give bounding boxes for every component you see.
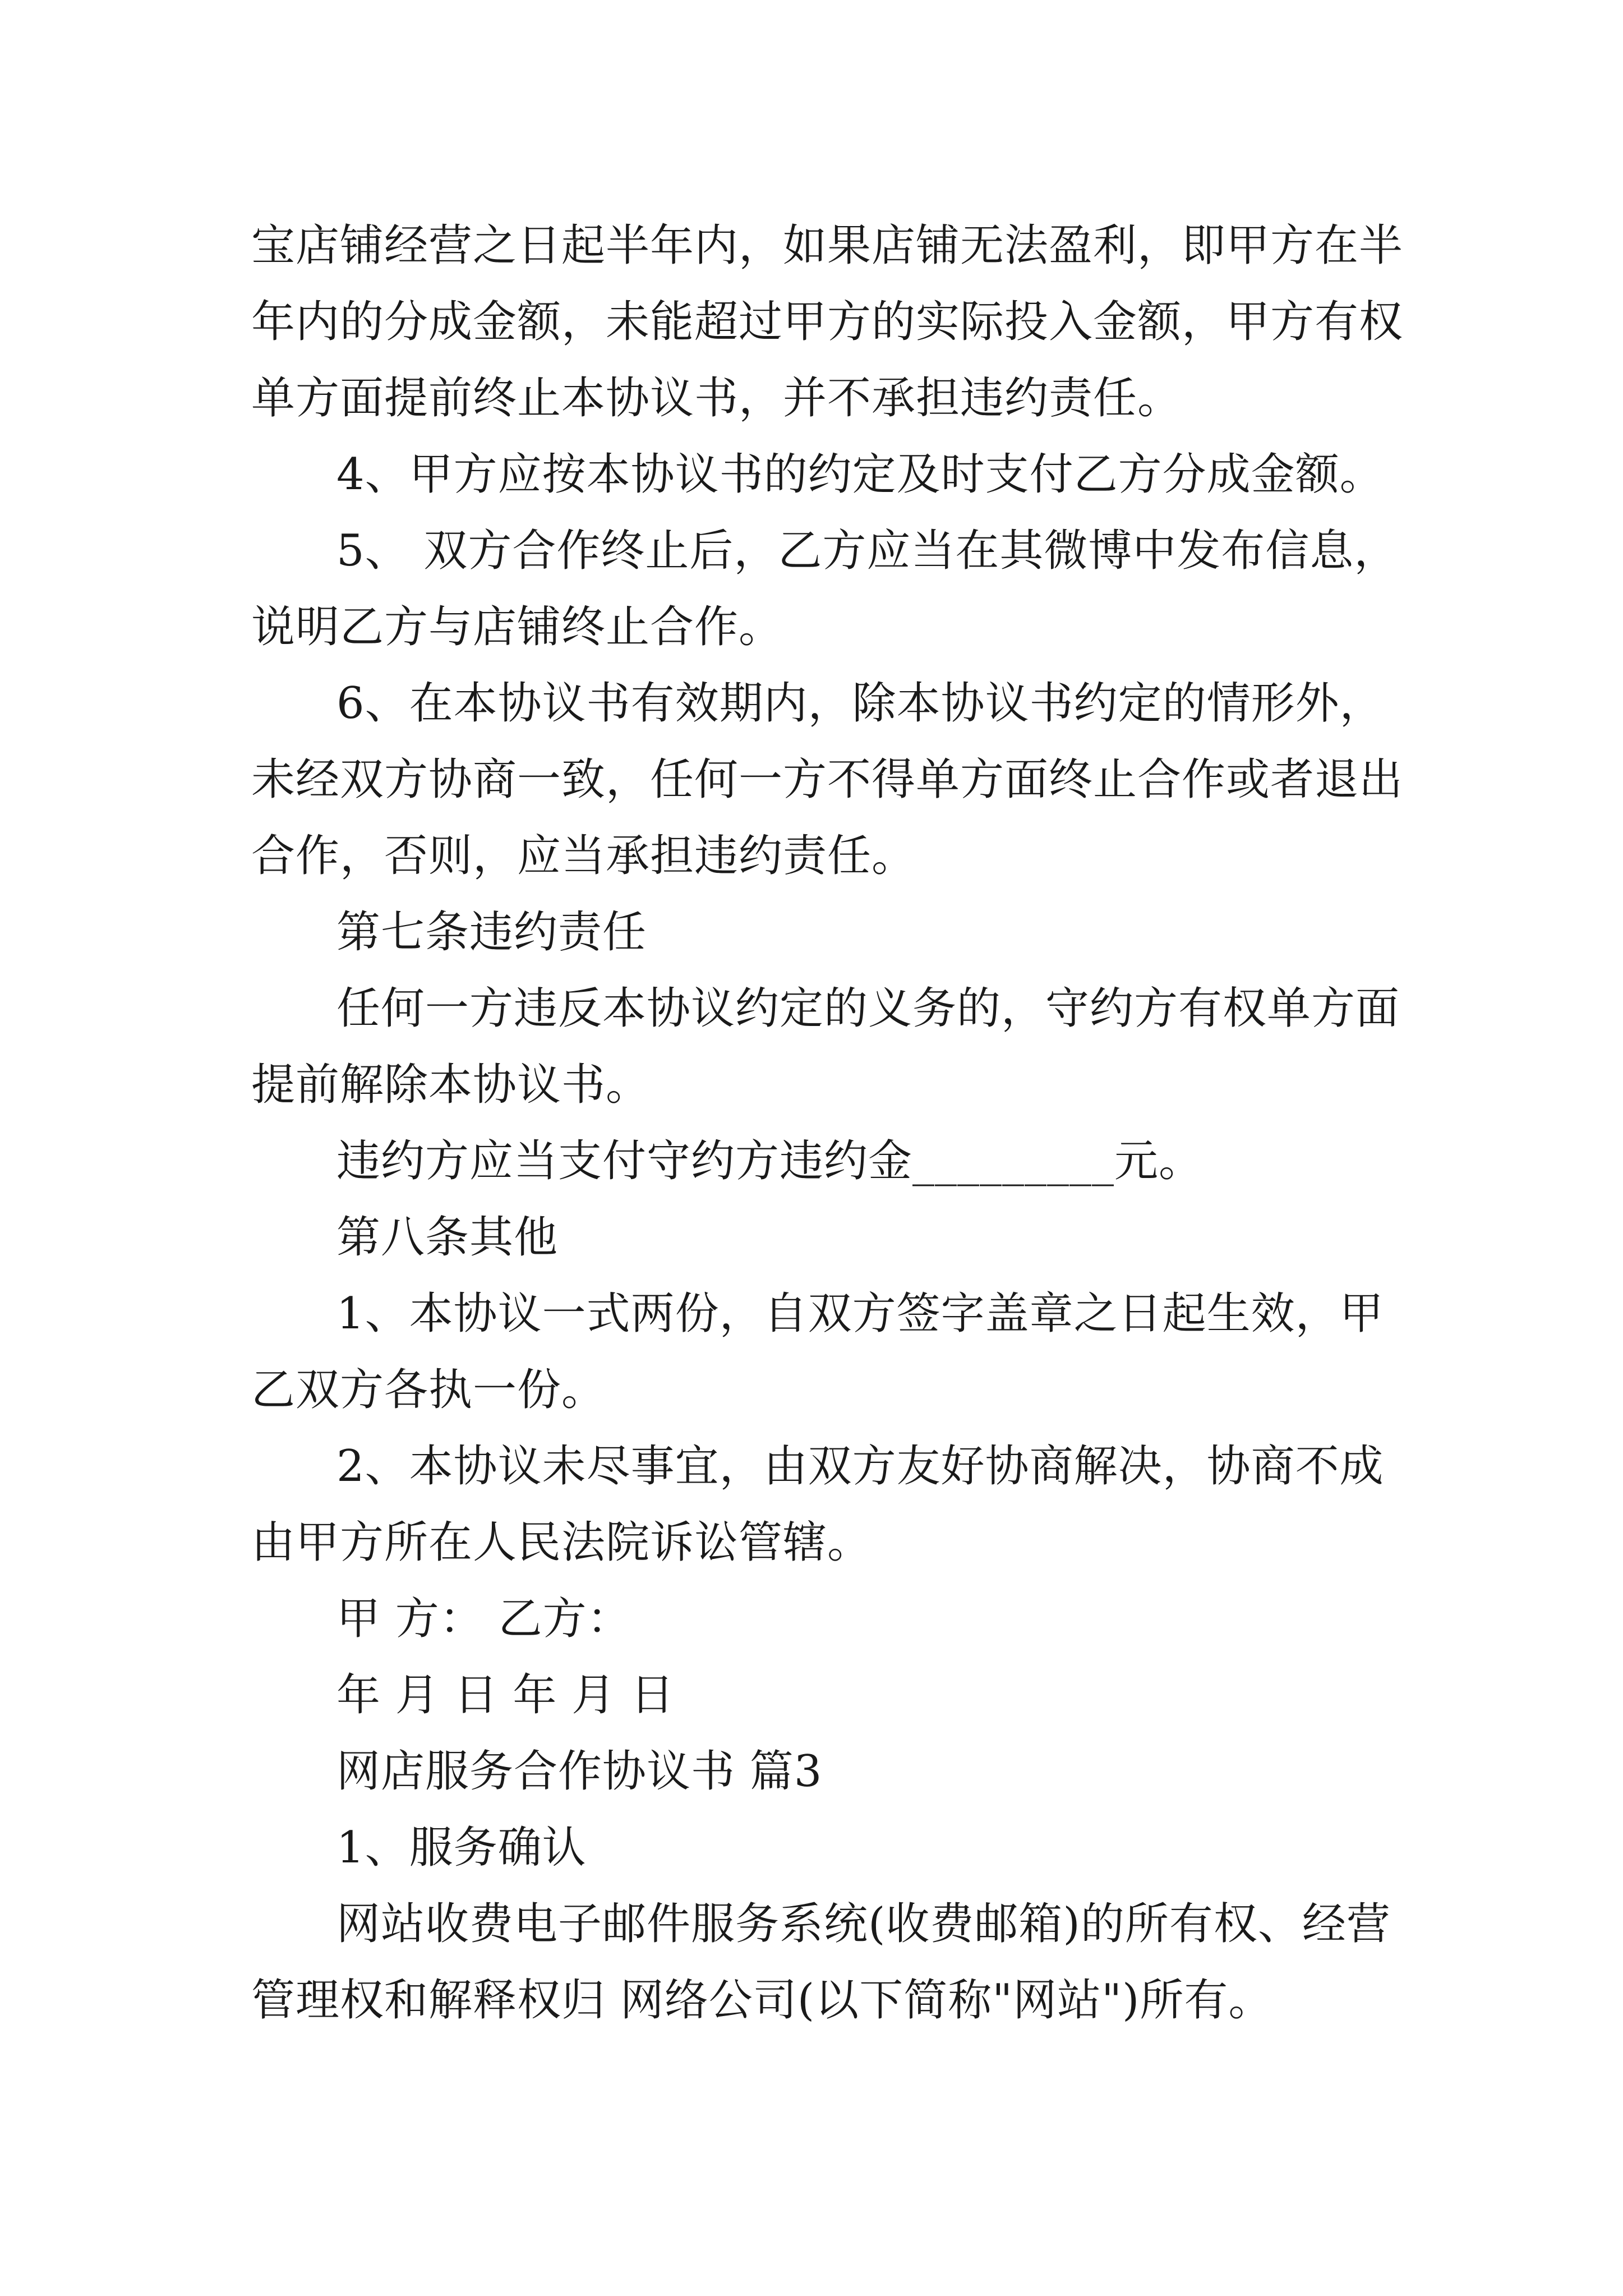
paragraph-line: 未经双方协商一致，任何一方不得单方面终止合作或者退出 bbox=[251, 754, 1404, 805]
paragraph-line: 由甲方所在人民法院诉讼管辖。 bbox=[251, 1517, 872, 1568]
article-8-clause-2: 2、本协议未尽事宜，由双方友好协商解决，协商不成 bbox=[336, 1441, 1384, 1492]
article-8-clause-1: 1、本协议一式两份，自双方签字盖章之日起生效，甲 bbox=[336, 1289, 1384, 1339]
paragraph-line: 合作，否则，应当承担违约责任。 bbox=[251, 831, 916, 881]
paragraph-line: 年内的分成金额，未能超过甲方的实际投入金额，甲方有权 bbox=[251, 297, 1404, 347]
signature-parties: 甲 方： 乙方： bbox=[336, 1594, 631, 1644]
clause-5: 5、 双方合作终止后，乙方应当在其微博中发布信息， bbox=[336, 526, 1399, 576]
clause-4: 4、甲方应按本协议书的约定及时支付乙方分成金额。 bbox=[336, 449, 1384, 500]
paragraph-line: 宝店铺经营之日起半年内，如果店铺无法盈利，即甲方在半 bbox=[251, 220, 1404, 271]
document-body bbox=[251, 208, 1404, 2039]
paragraph-line: 乙双方各执一份。 bbox=[251, 1365, 606, 1415]
clause-6: 6、在本协议书有效期内，除本协议书约定的情形外， bbox=[336, 678, 1384, 729]
paragraph-line: 管理权和解释权归 网络公司(以下简称"网站")所有。 bbox=[251, 1975, 1273, 2026]
service-confirmation-heading: 1、服务确认 bbox=[336, 1823, 587, 1873]
paragraph-line: 提前解除本协议书。 bbox=[251, 1060, 651, 1110]
article-8-heading: 第八条其他 bbox=[336, 1212, 559, 1263]
paragraph-line: 任何一方违反本协议约定的义务的，守约方有权单方面 bbox=[336, 983, 1400, 1034]
article-7-heading: 第七条违约责任 bbox=[336, 907, 647, 958]
section-heading: 网店服务合作协议书 篇3 bbox=[336, 1746, 823, 1797]
penalty-clause: 违约方应当支付守约方违约金_________元。 bbox=[336, 1136, 1204, 1186]
signature-dates: 年 月 日 年 月 日 bbox=[336, 1670, 675, 1720]
paragraph-line: 说明乙方与店铺终止合作。 bbox=[251, 602, 783, 652]
paragraph-line: 网站收费电子邮件服务系统(收费邮箱)的所有权、经营 bbox=[336, 1899, 1391, 1949]
paragraph-line: 单方面提前终止本协议书，并不承担违约责任。 bbox=[251, 373, 1182, 424]
